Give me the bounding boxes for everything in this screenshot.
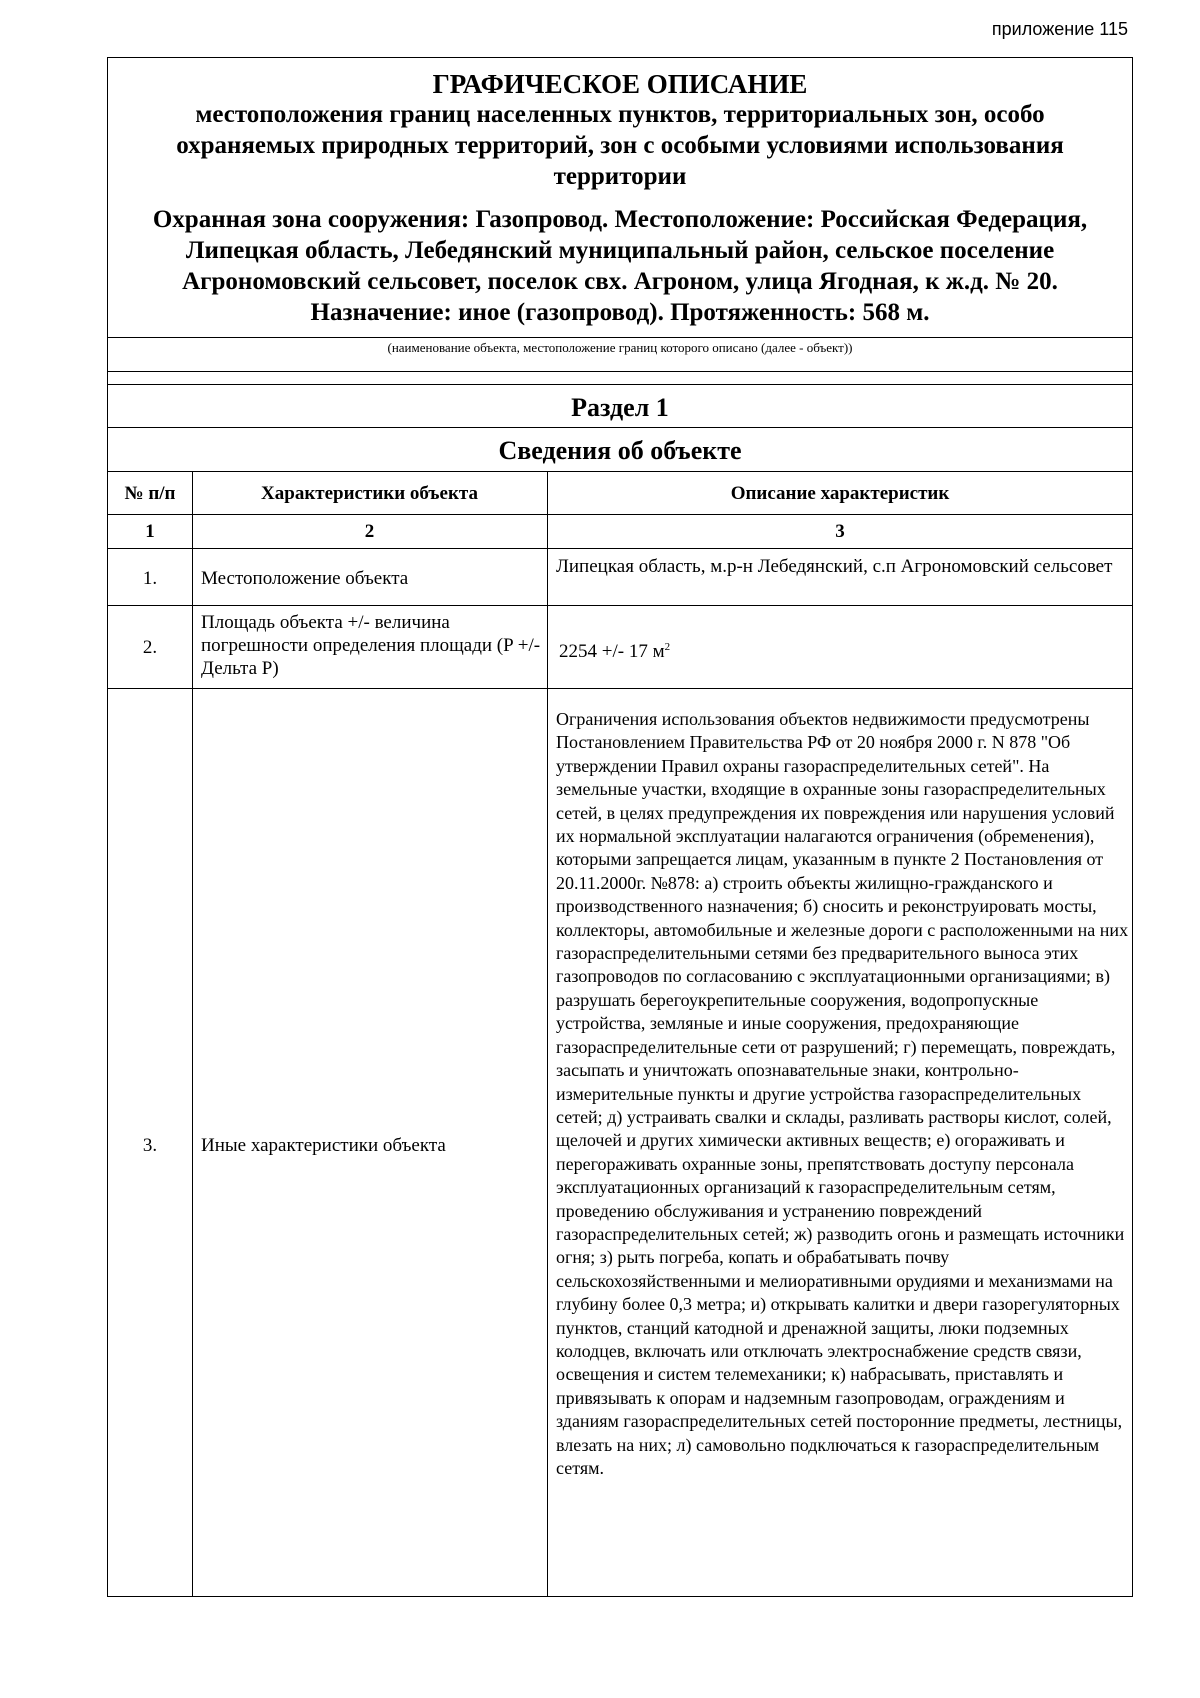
document-subtitle: местоположения границ населенных пунктов, территориальных зон, особо охраняемых природных территорий, зон с особыми условиями использования территории	[176, 101, 1064, 190]
document-frame	[107, 57, 1133, 1597]
row-characteristic: Иные характеристики объекта	[201, 1135, 446, 1156]
row-description	[559, 636, 1119, 663]
column-divider	[547, 471, 548, 1597]
table-top-border	[108, 471, 1132, 472]
document-title: ГРАФИЧЕСКОЕ ОПИСАНИЕ	[432, 69, 808, 99]
row-characteristic: Площадь объекта +/- величина погрешности определения площади (P +/- Дельта P)	[201, 612, 541, 679]
row-characteristic: Местоположение объекта	[201, 568, 409, 589]
column-number-2: 2	[364, 521, 375, 542]
column-header-description: Описание характеристик	[730, 483, 950, 504]
column-number-3: 3	[835, 521, 845, 542]
area-value: 2254 +/- 17 м	[559, 641, 665, 662]
section-subtitle: Сведения об объекте	[498, 436, 742, 465]
divider	[108, 337, 1132, 338]
object-name: Охранная зона сооружения: Газопровод. Местоположение: Российская Федерация, Липецкая область, Лебедянский муниципальный район, сельское поселение Агрономовский сельсовет, поселок свх. Агроном, улица Ягодная, к ж.д. № 20. Назначение: иное (газопровод). Протяженность: 568 м.	[152, 206, 1088, 326]
row-number: 2.	[142, 637, 158, 658]
row-divider	[108, 514, 1132, 515]
column-header-characteristic: Характеристики объекта	[261, 483, 478, 504]
area-unit-superscript: 2	[664, 641, 671, 653]
column-divider	[192, 471, 193, 1597]
row-divider	[108, 688, 1132, 689]
object-caption: (наименование объекта, местоположение границ которого описано (далее - объект))	[387, 340, 853, 355]
appendix-label: приложение 115	[991, 19, 1128, 39]
column-header-number: № п/п	[124, 483, 176, 504]
row-description: Ограничения использования объектов недвижимости предусмотрены Постановлением Правительства РФ от 20 ноября 2000 г. N 878 "Об утверждении Правил охраны газораспределительных сетей". На земельные участки, входящие в охранные зоны газораспределительных сетей, в целях предупреждения их повреждения или нарушения условий их нормальной эксплуатации налагаются ограничения (обременения), которыми запрещается лицам, указанным в пункте 2 Постановления от 20.11.2000г. №878: а) строить объекты жилищно-гражданского и производственного назначения; б) сносить и реконструировать мосты, коллекторы, автомобильные и железные дороги с расположенными на них газораспределительными сетями без предварительного выноса этих газопроводов по согласованию с эксплуатационными организациями; в) разрушать берегоукрепительные сооружения, водопропускные устройства, земляные и иные сооружения, предохраняющие газораспределительные сети от разрушений; г) перемещать, повреждать, засыпать и уничтожать опознавательные знаки, контрольно-измерительные пункты и другие устройства газораспределительных сетей; д) устраивать свалки и склады, разливать растворы кислот, солей, щелочей и других химически активных веществ; е) огораживать и перегораживать охранные зоны, препятствовать доступу персонала эксплуатационных организаций к газораспределительным сетям, проведению обслуживания и устранению повреждений газораспределительных сетей; ж) разводить огонь и размещать источники огня; з) рыть погреба, копать и обрабатывать почву сельскохозяйственными и мелиоративными орудиями и механизмами на глубину более 0,3 метра; и) открывать калитки и двери газорегуляторных пунктов, станций катодной и дренажной защиты, люки подземных колодцев, включать или отключать электроснабжение средств связи, освещения и систем телемеханики; к) набрасывать, приставлять и привязывать к опорам и надземным газопроводам, ограждениям и зданиям газораспределительных сетей посторонние предметы, лестницы, влезать на них; л) самовольно подключаться к газораспределительным сетям.	[556, 709, 1129, 1478]
section-title: Раздел 1	[571, 393, 669, 422]
row-divider	[108, 605, 1132, 606]
row-number: 1.	[142, 568, 158, 589]
divider	[108, 427, 1132, 428]
divider	[108, 371, 1132, 372]
row-number: 3.	[142, 1135, 158, 1156]
row-divider	[108, 548, 1132, 549]
column-number-1: 1	[145, 521, 155, 542]
row-description: Липецкая область, м.р-н Лебедянский, с.п Агрономовский сельсовет	[556, 556, 1113, 577]
table-bottom-border	[108, 1596, 1132, 1597]
divider	[108, 384, 1132, 385]
